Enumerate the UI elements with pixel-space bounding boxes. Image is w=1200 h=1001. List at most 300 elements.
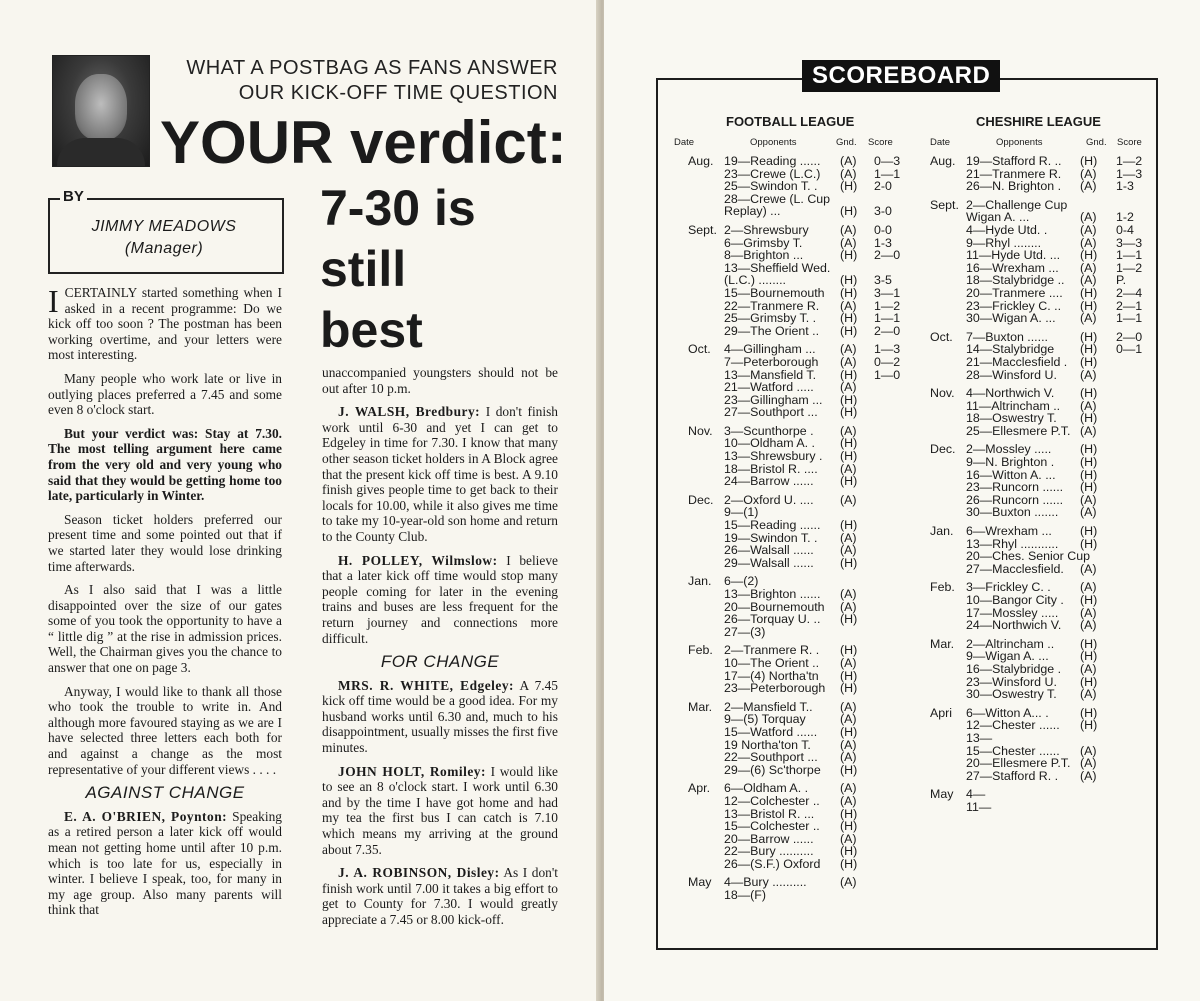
fixture-opponent: 10—The Orient .. bbox=[724, 655, 820, 670]
fixture-ground: (H) bbox=[840, 555, 858, 570]
fixture-row bbox=[688, 519, 912, 532]
fixture-opponent: 20—Ellesmere P.T. bbox=[966, 756, 1071, 771]
fixture-row bbox=[688, 876, 912, 889]
fixture-score: 2-0 bbox=[874, 179, 892, 194]
fixture-opponent: 23—Runcorn ...... bbox=[966, 480, 1064, 495]
fixture-row bbox=[688, 287, 912, 300]
fixture-ground: (H) bbox=[840, 311, 858, 326]
fixture-opponent: 2—Oxford U. .... bbox=[724, 492, 814, 507]
drop-cap: I bbox=[48, 283, 59, 319]
fixture-score: 1—1 bbox=[1116, 311, 1143, 326]
letter-white bbox=[322, 678, 558, 756]
fixture-row bbox=[688, 312, 912, 325]
fixture-ground: (H) bbox=[1080, 674, 1098, 689]
fixture-opponent: 26—Runcorn ...... bbox=[966, 492, 1064, 507]
fixture-row bbox=[688, 325, 912, 338]
fixture-ground: (A) bbox=[1080, 661, 1097, 676]
fixture-opponent: 9—(1) bbox=[724, 505, 759, 520]
byline bbox=[48, 216, 280, 260]
fixture-opponent: 28—Crewe (L. Cup bbox=[724, 191, 831, 206]
fixture-opponent: 17—(4) Northa'tn bbox=[724, 668, 819, 683]
fixture-score: 1-3 bbox=[1116, 179, 1134, 194]
fixture-row bbox=[930, 456, 1150, 469]
fixture-score: 3—3 bbox=[1116, 235, 1143, 250]
fixture-opponent: 3—Scunthorpe . bbox=[724, 423, 814, 438]
fixture-month: Sept. bbox=[688, 222, 717, 237]
fixture-opponent: 11—Hyde Utd. ... bbox=[966, 248, 1061, 263]
fixture-score: 1—0 bbox=[874, 367, 901, 382]
fixture-opponent: 20—Barrow ...... bbox=[724, 831, 814, 846]
fixture-opponent: 29—(6) Sc'thorpe bbox=[724, 762, 821, 777]
fixture-opponent: 27—Southport ... bbox=[724, 405, 818, 420]
fixture-month: Dec. bbox=[688, 492, 714, 507]
fixture-opponent: 7—Peterborough bbox=[724, 354, 819, 369]
cheshire-league-fixtures bbox=[930, 155, 1150, 814]
fixture-opponent: 2—Altrincham .. bbox=[966, 636, 1055, 651]
fixture-ground: (H) bbox=[1080, 154, 1098, 168]
fixture-row bbox=[930, 412, 1150, 425]
paragraph-intro-text: CERTAINLY started something when I asked in a recent programme: Do we kick off too soon ? The postman has been working overtime, and your letters were most interesting. bbox=[48, 285, 282, 363]
fixture-row bbox=[930, 249, 1150, 262]
fixture-score: 3-5 bbox=[874, 273, 892, 288]
fixture-ground: (H) bbox=[1080, 411, 1098, 426]
football-league-fixtures bbox=[688, 155, 912, 902]
fixture-score: 0-4 bbox=[1116, 222, 1134, 237]
fixture-row bbox=[688, 475, 912, 488]
fixture-row bbox=[930, 287, 1150, 300]
fixture-score: 2—0 bbox=[1116, 329, 1143, 344]
fixture-opponent: 30—Wigan A. ... bbox=[966, 311, 1056, 326]
fl-col-score: Score bbox=[868, 137, 893, 148]
fixture-ground: (A) bbox=[840, 750, 857, 765]
fixture-row bbox=[688, 889, 912, 902]
fixture-score: 1—1 bbox=[1116, 248, 1143, 263]
letter-text: Speaking as a retired person a later kick off would mean not getting home until after 10 p.m. which is too late for us, especially in winter. I believe I speak, too, for many in my age group. Also many parents will think that bbox=[48, 808, 282, 918]
fixture-opponent: 26—(S.F.) Oxford bbox=[724, 856, 821, 871]
fixture-opponent: 21—Tranmere R. bbox=[966, 166, 1062, 181]
fixture-month: Feb. bbox=[688, 643, 713, 658]
fixture-ground: (H) bbox=[840, 518, 858, 533]
fixture-opponent: 13—Brighton ...... bbox=[724, 587, 821, 601]
fixture-opponent: 25—Grimsby T. . bbox=[724, 311, 817, 326]
fixture-score: 1—3 bbox=[1116, 166, 1143, 181]
fixture-ground: (A) bbox=[1080, 492, 1097, 507]
fixture-score: 2—0 bbox=[874, 248, 901, 263]
fixture-ground: (H) bbox=[1080, 705, 1098, 720]
fixture-score: 3-0 bbox=[874, 204, 892, 219]
fixture-ground: (H) bbox=[1080, 442, 1098, 457]
fixture-ground: (H) bbox=[840, 204, 858, 219]
fixture-ground: (A) bbox=[840, 875, 857, 890]
fixture-score: 2—1 bbox=[1116, 298, 1143, 313]
fixture-opponent: 22—Southport ... bbox=[724, 750, 818, 765]
fixture-opponent: 2—Tranmere R. . bbox=[724, 643, 820, 658]
fixture-ground: (H) bbox=[840, 367, 858, 382]
fixture-row bbox=[930, 770, 1150, 783]
headline: YOUR verdict: bbox=[160, 109, 567, 176]
fixture-ground: (A) bbox=[840, 298, 857, 313]
letter-continuation: unaccompanied youngsters should not be out after 10 p.m. bbox=[322, 365, 558, 396]
fixture-ground: (H) bbox=[840, 248, 858, 263]
fixture-row bbox=[930, 788, 1150, 801]
manager-face bbox=[75, 74, 127, 140]
fixture-ground: (H) bbox=[840, 323, 858, 338]
fixture-opponent: 27—Stafford R. . bbox=[966, 768, 1059, 783]
fixture-opponent: 22—Tranmere R. bbox=[724, 298, 820, 313]
fixture-month: Nov. bbox=[930, 386, 955, 401]
fixture-month: Nov. bbox=[688, 423, 713, 438]
letter-author: H. POLLEY, Wilmslow: bbox=[338, 552, 498, 568]
fixture-score: 2—0 bbox=[874, 323, 901, 338]
fixture-row bbox=[688, 224, 912, 237]
fixture-ground: (A) bbox=[1080, 618, 1097, 633]
fixture-ground: (A) bbox=[840, 587, 857, 601]
fixture-ground: (A) bbox=[1080, 743, 1097, 758]
fixture-opponent: 9—(5) Torquay bbox=[724, 712, 806, 727]
fixture-row bbox=[688, 845, 912, 858]
fixture-opponent: 18—(F) bbox=[724, 888, 766, 903]
fixture-ground: (A) bbox=[1080, 260, 1097, 275]
fixture-ground: (H) bbox=[1080, 248, 1098, 263]
fixture-score: 1—1 bbox=[874, 311, 901, 326]
fixture-row bbox=[930, 757, 1150, 770]
paragraph-2: Many people who work late or live in outlying places preferred a 7.45 and some even 8 o'clock start. bbox=[48, 370, 282, 418]
letter-walsh bbox=[322, 404, 558, 544]
scoreboard-title: SCOREBOARD bbox=[802, 60, 1000, 92]
fixture-ground: (A) bbox=[840, 793, 857, 808]
fixture-month: Aug. bbox=[930, 154, 956, 168]
fixture-opponent: 29—The Orient .. bbox=[724, 323, 820, 338]
fixture-ground: (A) bbox=[1080, 605, 1097, 620]
fixture-opponent: 30—Oswestry T. bbox=[966, 687, 1057, 702]
fixture-ground: (H) bbox=[840, 285, 858, 300]
fixture-opponent: 15—Colchester .. bbox=[724, 819, 820, 834]
fixture-score: 1—1 bbox=[874, 166, 901, 181]
fixture-row bbox=[688, 626, 912, 639]
fixture-month: Mar. bbox=[930, 636, 955, 651]
fixture-row bbox=[930, 224, 1150, 237]
fixture-opponent: 10—Bangor City . bbox=[966, 593, 1064, 607]
fixture-opponent: 21—Macclesfield . bbox=[966, 354, 1068, 369]
fixture-opponent: 11—Altrincham .. bbox=[966, 398, 1061, 413]
fixture-opponent: 4—Hyde Utd. . bbox=[966, 222, 1048, 237]
letter-obrien bbox=[48, 809, 282, 918]
fixture-score: 2—4 bbox=[1116, 285, 1143, 300]
headline-line-2: 7-30 is bbox=[320, 180, 476, 236]
fixture-opponent: 13—Rhyl ........... bbox=[966, 536, 1059, 551]
fixture-ground: (A) bbox=[840, 166, 857, 181]
manager-shoulders bbox=[57, 138, 145, 166]
fixture-opponent: 4—Gillingham ... bbox=[724, 342, 816, 357]
fixture-row bbox=[688, 406, 912, 419]
cl-col-date: Date bbox=[930, 137, 951, 148]
fixture-opponent: Replay) ... bbox=[724, 204, 781, 219]
letter-text: As I don't finish work until 7.00 it takes a big effort to get to County for 7.30. I would greatly appreciate a 7.45 or 8.00 kick-off. bbox=[322, 865, 558, 927]
fixture-ground: (H) bbox=[840, 668, 858, 683]
fixture-opponent: 27—Macclesfield. bbox=[966, 561, 1064, 576]
fixture-ground: (H) bbox=[840, 724, 858, 739]
fixture-opponent: 20—Tranmere .... bbox=[966, 285, 1063, 300]
fixture-row bbox=[930, 732, 1150, 745]
fixture-row bbox=[930, 312, 1150, 325]
fixture-ground: (H) bbox=[840, 474, 858, 489]
fixture-ground: (A) bbox=[1080, 222, 1097, 237]
fixture-opponent: 28—Winsford U. bbox=[966, 367, 1057, 382]
fixture-opponent: 2—Mansfield T.. bbox=[724, 699, 813, 714]
fixture-ground: (A) bbox=[1080, 311, 1097, 326]
cheshire-league-heading: CHESHIRE LEAGUE bbox=[976, 114, 1101, 129]
fixture-ground: (H) bbox=[840, 392, 858, 407]
fixture-ground: (H) bbox=[1080, 285, 1098, 300]
fixture-row bbox=[930, 619, 1150, 632]
fixture-opponent: Wigan A. ... bbox=[966, 210, 1030, 225]
fixture-opponent: 14—Stalybridge bbox=[966, 342, 1055, 357]
fixture-row bbox=[688, 450, 912, 463]
fixture-ground: (A) bbox=[840, 599, 857, 614]
headline-line-4: best bbox=[320, 302, 423, 358]
author-role: (Manager) bbox=[124, 240, 204, 257]
fixture-opponent: 6—Oldham A. . bbox=[724, 781, 809, 796]
fixture-row bbox=[688, 180, 912, 193]
fixture-month: Aug. bbox=[688, 154, 714, 168]
fl-col-opponents: Opponents bbox=[750, 137, 797, 148]
letter-robinson bbox=[322, 865, 558, 927]
fixture-opponent: 26—Walsall ...... bbox=[724, 543, 814, 558]
fixture-ground: (A) bbox=[1080, 505, 1097, 520]
fixture-row bbox=[688, 588, 912, 601]
fixture-opponent: 23—Winsford U. bbox=[966, 674, 1057, 689]
fixture-opponent: 16—Witton A. ... bbox=[966, 467, 1056, 482]
fixture-opponent: 15—Reading ...... bbox=[724, 518, 821, 533]
fixture-row bbox=[930, 563, 1150, 576]
paragraph-5: As I also said that I was a little disappointed over the size of our gates some of you took the opportunity to have a “ little dig ” at the rise in admission prices. Well, the Chairman gives you the chance to answer that one on page 3. bbox=[48, 582, 282, 676]
fixture-ground: (H) bbox=[1080, 298, 1098, 313]
fixture-ground: (A) bbox=[1080, 179, 1097, 194]
fixture-ground: (H) bbox=[840, 612, 858, 627]
fixture-ground: (A) bbox=[1080, 210, 1097, 225]
fixture-opponent: 3—Frickley C. . bbox=[966, 580, 1051, 595]
fixture-ground: (A) bbox=[1080, 756, 1097, 771]
fixture-ground: (H) bbox=[1080, 718, 1098, 733]
fixture-month: Mar. bbox=[688, 699, 713, 714]
fixture-ground: (H) bbox=[840, 819, 858, 834]
fixture-ground: (H) bbox=[1080, 342, 1098, 357]
fixture-month: Dec. bbox=[930, 442, 956, 457]
fixture-row bbox=[930, 356, 1150, 369]
fixture-month: Oct. bbox=[930, 329, 953, 344]
fixture-ground: (H) bbox=[1080, 386, 1098, 401]
fixture-opponent: 15—Watford ...... bbox=[724, 724, 818, 739]
headline-continued bbox=[320, 178, 476, 361]
fixture-opponent: 26—Torquay U. .. bbox=[724, 612, 821, 627]
fixture-month: Apr. bbox=[688, 781, 711, 796]
fixture-opponent: 18—Oswestry T. bbox=[966, 411, 1057, 426]
cl-col-score: Score bbox=[1117, 137, 1142, 148]
fixture-opponent: 24—Northwich V. bbox=[966, 618, 1062, 633]
fixture-opponent: 13—Shrewsbury . bbox=[724, 449, 823, 464]
fixture-row bbox=[930, 801, 1150, 814]
fixture-opponent: 19—Stafford R. .. bbox=[966, 154, 1062, 168]
fixture-ground: (H) bbox=[1080, 467, 1098, 482]
fixture-ground: (H) bbox=[840, 643, 858, 658]
fixture-ground: (A) bbox=[840, 235, 857, 250]
cl-col-opponents: Opponents bbox=[996, 137, 1043, 148]
fixture-score: 1-3 bbox=[874, 235, 892, 250]
fixture-ground: (H) bbox=[1080, 455, 1098, 470]
fixture-opponent: 4—Bury .......... bbox=[724, 875, 807, 890]
fixture-ground: (A) bbox=[1080, 580, 1097, 595]
fixture-ground: (H) bbox=[840, 856, 858, 871]
fixture-opponent: 13—Mansfield T. bbox=[724, 367, 817, 382]
author-name: JIMMY MEADOWS bbox=[91, 218, 237, 235]
kicker-line-2: OUR KICK-OFF TIME QUESTION bbox=[238, 82, 558, 104]
fixture-score: 1—2 bbox=[1116, 154, 1143, 168]
fixture-opponent: 4— bbox=[966, 787, 986, 802]
fixture-opponent: 2—Challenge Cup bbox=[966, 197, 1068, 212]
fixture-row bbox=[688, 249, 912, 262]
fixture-ground: (H) bbox=[1080, 636, 1098, 651]
fixture-ground: (A) bbox=[1080, 768, 1097, 783]
letter-author: E. A. O'BRIEN, Poynton: bbox=[64, 808, 228, 824]
fixture-opponent: 12—Colchester .. bbox=[724, 793, 820, 808]
fixture-ground: (A) bbox=[840, 222, 857, 237]
letter-author: MRS. R. WHITE, Edgeley: bbox=[338, 677, 514, 693]
fixture-ground: (A) bbox=[840, 543, 857, 558]
letter-author: J. WALSH, Bredbury: bbox=[338, 404, 481, 420]
fixture-row bbox=[930, 180, 1150, 193]
fixture-row bbox=[688, 820, 912, 833]
fixture-row bbox=[930, 550, 1150, 563]
fixture-opponent: 23—Gillingham ... bbox=[724, 392, 823, 407]
fixture-row bbox=[930, 425, 1150, 438]
fixture-ground: (A) bbox=[840, 655, 857, 670]
fixture-row bbox=[930, 688, 1150, 701]
fixture-ground: (A) bbox=[840, 154, 857, 168]
fixture-ground: (H) bbox=[840, 449, 858, 464]
fixture-ground: (A) bbox=[1080, 367, 1097, 382]
fixture-score: 0—3 bbox=[874, 154, 901, 168]
fixture-opponent: 23—Peterborough bbox=[724, 681, 826, 696]
fixture-row bbox=[688, 682, 912, 695]
fixture-month: Sept. bbox=[930, 197, 959, 212]
fixture-row bbox=[930, 525, 1150, 538]
fixture-opponent: 2—Shrewsbury bbox=[724, 222, 809, 237]
fl-col-ground: Gnd. bbox=[836, 137, 857, 148]
fixture-opponent: 6—Wrexham ... bbox=[966, 524, 1052, 539]
fixture-row bbox=[930, 369, 1150, 382]
fixture-ground: (A) bbox=[840, 380, 857, 395]
fixture-opponent: 19—Swindon T. . bbox=[724, 530, 818, 545]
fixture-opponent: (L.C.) ........ bbox=[724, 273, 786, 288]
fixture-ground: (A) bbox=[840, 530, 857, 545]
fixture-opponent: 9—Rhyl ........ bbox=[966, 235, 1042, 250]
headline-line-3: still bbox=[320, 241, 407, 297]
fixture-row bbox=[688, 657, 912, 670]
fixture-month: Jan. bbox=[688, 574, 712, 589]
article-column-2 bbox=[322, 365, 558, 936]
fixture-ground: (A) bbox=[840, 492, 857, 507]
fixture-ground: (H) bbox=[840, 844, 858, 859]
fixture-opponent: 20—Ches. Senior Cup bbox=[966, 549, 1090, 564]
fixture-opponent: 23—Crewe (L.C.) bbox=[724, 166, 821, 181]
paragraph-4: Season ticket holders preferred our present time and some pointed out that if we started later they would lose drinking time afterwards. bbox=[48, 511, 282, 574]
fixture-ground: (A) bbox=[840, 423, 857, 438]
fixture-ground: (A) bbox=[840, 461, 857, 476]
fixture-opponent: 16—Stalybridge . bbox=[966, 661, 1062, 676]
kicker-line-1: WHAT A POSTBAG AS FANS ANSWER bbox=[186, 57, 558, 79]
fixture-opponent: 17—Mossley ..... bbox=[966, 605, 1059, 620]
fixture-row bbox=[688, 557, 912, 570]
letter-polley bbox=[322, 553, 558, 647]
fixture-ground: (A) bbox=[1080, 235, 1097, 250]
fixture-row bbox=[930, 506, 1150, 519]
fixture-opponent: 11— bbox=[966, 799, 992, 814]
fixture-row bbox=[930, 594, 1150, 607]
fixture-ground: (H) bbox=[1080, 354, 1098, 369]
fixture-ground: (H) bbox=[1080, 329, 1098, 344]
paragraph-6: Anyway, I would like to thank all those who took the trouble to write in. And although more favoured staying as we are I have selected three letters each both for and against a change as the most representative of your different views . . . . bbox=[48, 683, 282, 777]
fixture-ground: (H) bbox=[840, 179, 858, 194]
letter-author: J. A. ROBINSON, Disley: bbox=[338, 865, 500, 881]
fixture-score: 1—2 bbox=[1116, 260, 1143, 275]
fixture-row bbox=[688, 205, 912, 218]
fixture-ground: (H) bbox=[840, 762, 858, 777]
manager-photo bbox=[52, 55, 150, 167]
fixture-opponent: 4—Northwich V. bbox=[966, 386, 1055, 401]
fixture-ground: (H) bbox=[1080, 593, 1098, 607]
fixture-opponent: 30—Buxton ....... bbox=[966, 505, 1059, 520]
fixture-opponent: 8—Brighton ... bbox=[724, 248, 804, 263]
fixture-row bbox=[688, 544, 912, 557]
fixture-row bbox=[930, 663, 1150, 676]
fixture-ground: (H) bbox=[840, 273, 858, 288]
letter-text: I don't finish work until 6-30 and yet I can get to Edgeley in time for 7.30. I know that many other season ticket holders in A Block agree that the present kick off time is best. A 9.10 finish gives people time to get back to their locals for 10.00, while it also gives me time to take my 10-year-old son home and return to the County Club. bbox=[322, 404, 558, 544]
fixture-ground: (H) bbox=[1080, 480, 1098, 495]
fixture-row bbox=[688, 613, 912, 626]
fixture-row bbox=[930, 481, 1150, 494]
fixture-opponent: 25—Swindon T. . bbox=[724, 179, 818, 194]
fixture-opponent: 22—Bury .......... bbox=[724, 844, 814, 859]
against-change-heading: AGAINST CHANGE bbox=[85, 783, 245, 803]
fixture-opponent: 16—Wrexham ... bbox=[966, 260, 1059, 275]
fixture-ground: (A) bbox=[1080, 423, 1097, 438]
fixture-row bbox=[688, 381, 912, 394]
fixture-opponent: 29—Walsall ...... bbox=[724, 555, 814, 570]
fixture-opponent: 20—Bournemouth bbox=[724, 599, 825, 614]
for-change-heading: FOR CHANGE bbox=[380, 652, 500, 672]
fixture-month: May bbox=[688, 875, 712, 890]
fixture-ground: (H) bbox=[1080, 536, 1098, 551]
fixture-opponent: 27—(3) bbox=[724, 624, 766, 639]
paragraph-verdict: But your verdict was: Stay at 7.30. The most telling argument here came from the very old and very young who said that they would be getting home too late, particularly in Winter. bbox=[48, 425, 282, 504]
fixture-opponent: 9—N. Brighton . bbox=[966, 455, 1055, 470]
fixture-opponent: 13—Sheffield Wed. bbox=[724, 260, 831, 275]
letter-text: A 7.45 kick off time would be a good idea. For my husband works until 6.30 and, much to his disappointment, usually misses the first five minutes. bbox=[322, 677, 558, 756]
paragraph-intro bbox=[48, 285, 282, 363]
fixture-ground: (A) bbox=[840, 781, 857, 796]
byline-label: BY bbox=[60, 188, 87, 205]
fixture-row bbox=[930, 387, 1150, 400]
fixture-opponent: 2—Mossley ..... bbox=[966, 442, 1052, 457]
fixture-score: 1—2 bbox=[874, 298, 901, 313]
fixture-opponent: 9—Wigan A. ... bbox=[966, 649, 1049, 664]
fixture-ground: (H) bbox=[840, 681, 858, 696]
fixture-month: Apri bbox=[930, 705, 953, 720]
football-league-heading: FOOTBALL LEAGUE bbox=[726, 114, 855, 129]
fixture-opponent: 12—Chester ...... bbox=[966, 718, 1060, 733]
fixture-score: 1-2 bbox=[1116, 210, 1134, 225]
fixture-ground: (A) bbox=[1080, 687, 1097, 702]
